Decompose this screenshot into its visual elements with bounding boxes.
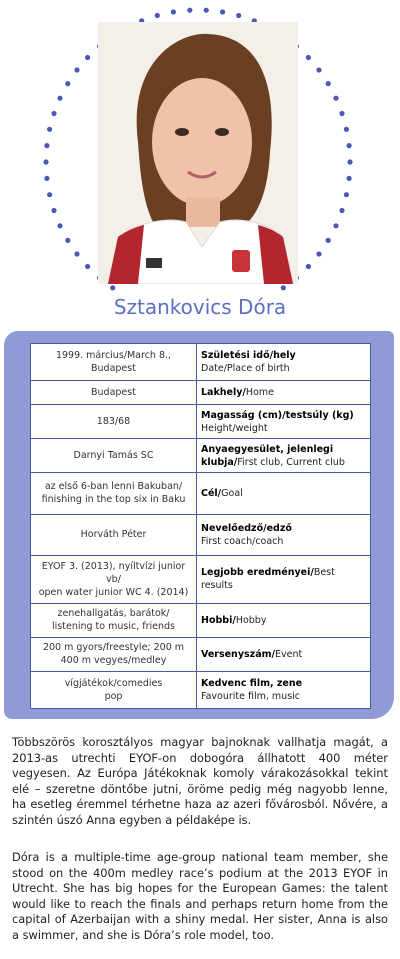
frame-dot <box>316 251 321 256</box>
info-value: EYOF 3. (2013), nyíltvízi junior vb/ open water junior WC 4. (2014) <box>31 555 197 603</box>
info-row <box>31 671 371 708</box>
info-row <box>31 439 371 473</box>
frame-dot <box>344 192 349 197</box>
frame-dot <box>326 238 331 243</box>
frame-dot <box>47 192 52 197</box>
info-row <box>31 603 371 637</box>
frame-dot <box>171 9 176 14</box>
frame-dot <box>65 81 70 86</box>
info-row <box>31 555 371 603</box>
label-hungarian: Hobbi/ <box>201 614 236 626</box>
label-hungarian: Legjobb eredményei/ <box>201 567 314 579</box>
frame-dot <box>344 127 349 132</box>
info-label <box>197 473 371 514</box>
bio-hungarian: Többszörös korosztályos magyar bajnoknak vallhatja magát, a 2013-as utrechti EYOF-on dobogóra állhatott 400 méter vegyesen. Az Európa Játékoknak komoly várakozásokkal tekint elé – szeretne döntőbe jutni, öröme pedig még nagyobb lenne, ha esetleg éremmel térhetne haza az azeri fővárosból. Nővére, a szintén úszó Anna egyben a példaképe is. <box>12 735 388 827</box>
frame-dot <box>339 208 344 213</box>
frame-dot <box>339 111 344 116</box>
frame-dot <box>155 13 160 18</box>
label-english: Favourite film, music <box>201 690 301 702</box>
label-english: Height/weight <box>201 422 268 434</box>
frame-dot <box>347 176 352 181</box>
frame-dot <box>44 143 49 148</box>
athlete-name: Sztankovics Dóra <box>113 295 287 319</box>
frame-dot <box>333 223 338 228</box>
info-label <box>197 555 371 603</box>
info-value: 200 m gyors/freestyle; 200 m 400 m vegyes/medley <box>31 637 197 671</box>
label-hungarian: Versenyszám/ <box>201 648 275 660</box>
label-english: Best results <box>201 567 335 592</box>
label-english: Hobby <box>235 614 267 626</box>
info-row <box>31 405 371 439</box>
frame-dot <box>347 143 352 148</box>
frame-dot <box>187 8 192 13</box>
label-hungarian: Anyaegyesület, jelenlegi klubja/ <box>201 443 334 468</box>
info-label <box>197 603 371 637</box>
label-english: Date/Place of birth <box>201 363 290 375</box>
frame-dot <box>57 96 62 101</box>
frame-dot <box>333 96 338 101</box>
frame-dot <box>281 285 286 290</box>
info-label <box>197 637 371 671</box>
frame-dot <box>47 127 52 132</box>
frame-dot <box>74 67 79 72</box>
frame-dot <box>43 159 48 164</box>
info-label <box>197 344 371 381</box>
frame-dot <box>57 223 62 228</box>
label-hungarian: Cél/ <box>201 487 222 499</box>
info-row <box>31 514 371 555</box>
info-value: Horváth Péter <box>31 514 197 555</box>
frame-dot <box>74 251 79 256</box>
frame-dot <box>110 285 115 290</box>
athlete-photo <box>98 22 298 284</box>
frame-dot <box>204 8 209 13</box>
info-value: az első 6-ban lenni Bakuban/ finishing in the top six in Baku <box>31 473 197 514</box>
frame-dot <box>51 111 56 116</box>
info-row <box>31 344 371 381</box>
frame-dot <box>326 81 331 86</box>
label-english: First coach/coach <box>201 535 284 547</box>
label-english: Home <box>245 387 274 399</box>
frame-dot <box>85 264 90 269</box>
frame-dot <box>347 159 352 164</box>
label-english: Goal <box>221 487 243 499</box>
frame-dot <box>306 55 311 60</box>
info-label <box>197 405 371 439</box>
frame-dot <box>51 208 56 213</box>
info-value: 183/68 <box>31 405 197 439</box>
info-value: zenehallgatás, barátok/ listening to music, friends <box>31 603 197 637</box>
label-english: First club, Current club <box>237 456 345 468</box>
frame-dot <box>236 13 241 18</box>
frame-dot <box>85 55 90 60</box>
info-row <box>31 381 371 405</box>
info-label <box>197 671 371 708</box>
label-hungarian: Magasság (cm)/testsúly (kg) <box>201 409 354 421</box>
info-value: Darnyi Tamás SC <box>31 439 197 473</box>
info-label <box>197 514 371 555</box>
frame-dot <box>220 9 225 14</box>
frame-dot <box>44 176 49 181</box>
label-hungarian: Nevelőedző/edző <box>201 522 292 534</box>
bio-english: Dóra is a multiple-time age-group national team member, she stood on the 400m medley race’s podium at the 2013 EYOF in Utrecht. She has big hopes for the European Games: the talent would like to reach the finals and perhaps return home from the capital of Azerbaijan with a shiny medal. Her sister, Anna is also a swimmer, and she is Dóra’s role model, too. <box>12 850 388 942</box>
info-label <box>197 381 371 405</box>
frame-dot <box>65 238 70 243</box>
athlete-info-table <box>30 343 371 709</box>
info-row <box>31 637 371 671</box>
info-value: vígjátékok/comedies pop <box>31 671 197 708</box>
frame-dot <box>306 264 311 269</box>
info-value: 1999. március/March 8., Budapest <box>31 344 197 381</box>
label-hungarian: Születési idő/hely <box>201 350 296 362</box>
label-hungarian: Lakhely/ <box>201 387 246 399</box>
info-value: Budapest <box>31 381 197 405</box>
frame-dot <box>316 67 321 72</box>
label-hungarian: Kedvenc film, zene <box>201 677 303 689</box>
info-label <box>197 439 371 473</box>
label-english: Event <box>274 648 303 660</box>
info-row <box>31 473 371 514</box>
